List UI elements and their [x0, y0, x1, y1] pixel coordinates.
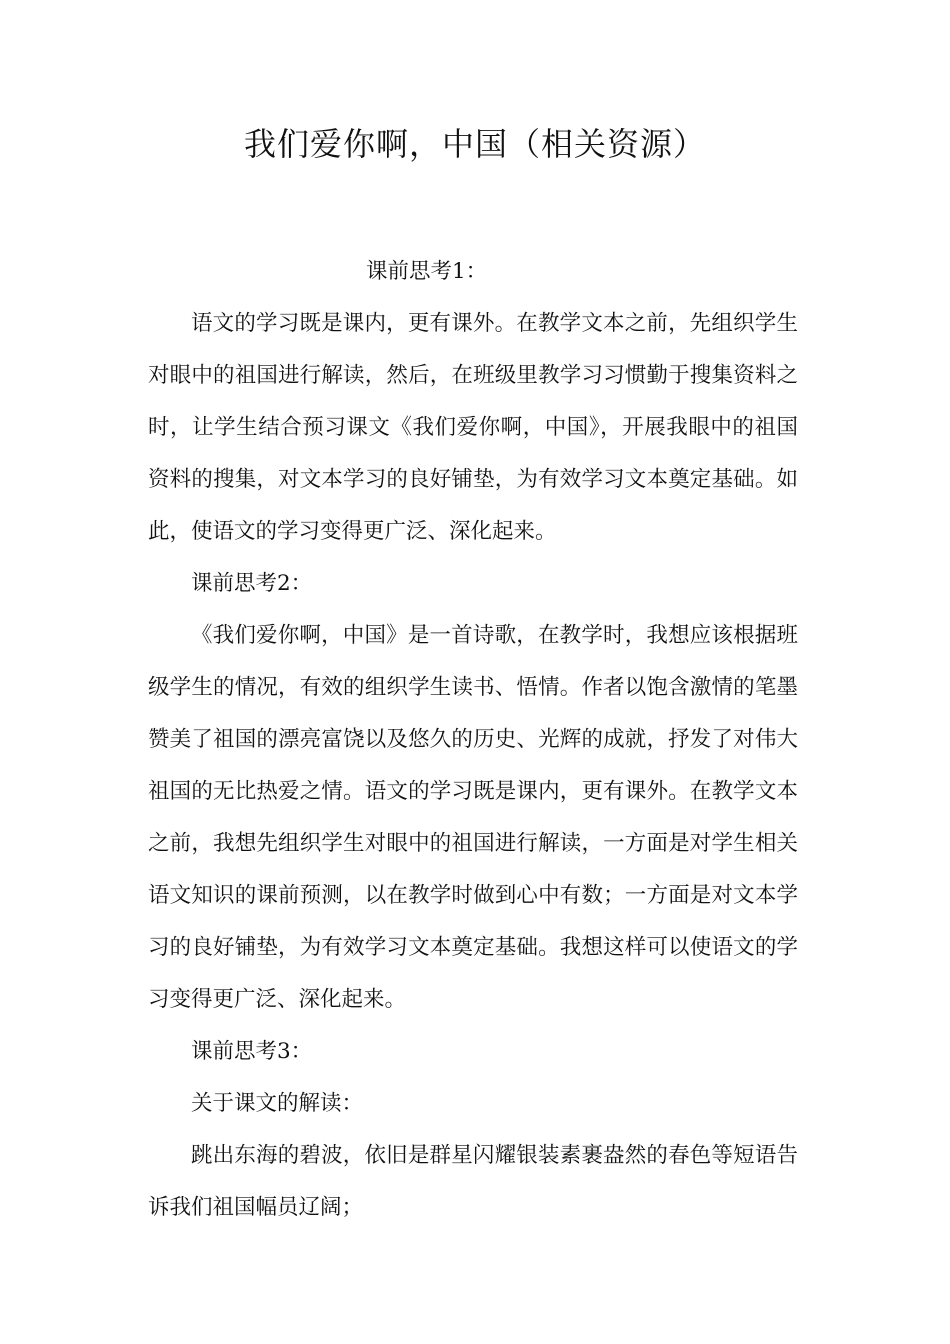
document-body [148, 246, 798, 1234]
section-heading-1: 课前思考1： [366, 259, 488, 284]
subheading-text-interpretation: 关于课文的解读： [191, 1091, 364, 1116]
paragraph-2: 《我们爱你啊，中国》是一首诗歌，在教学时，我想应该根据班级学生的情况，有效的组织学生读书、悟情。作者以饱含激情的笔墨赞美了祖国的漂亮富饶以及悠久的历史、光辉的成就，抒发了对伟大祖国的无比热爱之情。语文的学习既是课内，更有课外。在教学文本之前，我想先组织学生对眼中的祖国进行解读，一方面是对学生相关语文知识的课前预测，以在教学时做到心中有数；一方面是对文本学习的良好铺垫，为有效学习文本奠定基础。我想这样可以使语文的学习变得更广泛、深化起来。 [148, 623, 798, 1012]
paragraph-3: 跳出东海的碧波，依旧是群星闪耀银装素裹盎然的春色等短语告诉我们祖国幅员辽阔； [148, 1143, 798, 1220]
section-heading-2: 课前思考2： [191, 571, 313, 596]
section-heading-3: 课前思考3： [191, 1039, 313, 1064]
document-title: 我们爱你啊，中国（相关资源） [243, 125, 706, 163]
paragraph-1: 语文的学习既是课内，更有课外。在教学文本之前，先组织学生对眼中的祖国进行解读，然后，在班级里教学习习惯勤于搜集资料之时，让学生结合预习课文《我们爱你啊，中国》，开展我眼中的祖国资料的搜集，对文本学习的良好铺垫，为有效学习文本奠定基础。如此，使语文的学习变得更广泛、深化起来。 [148, 311, 798, 544]
